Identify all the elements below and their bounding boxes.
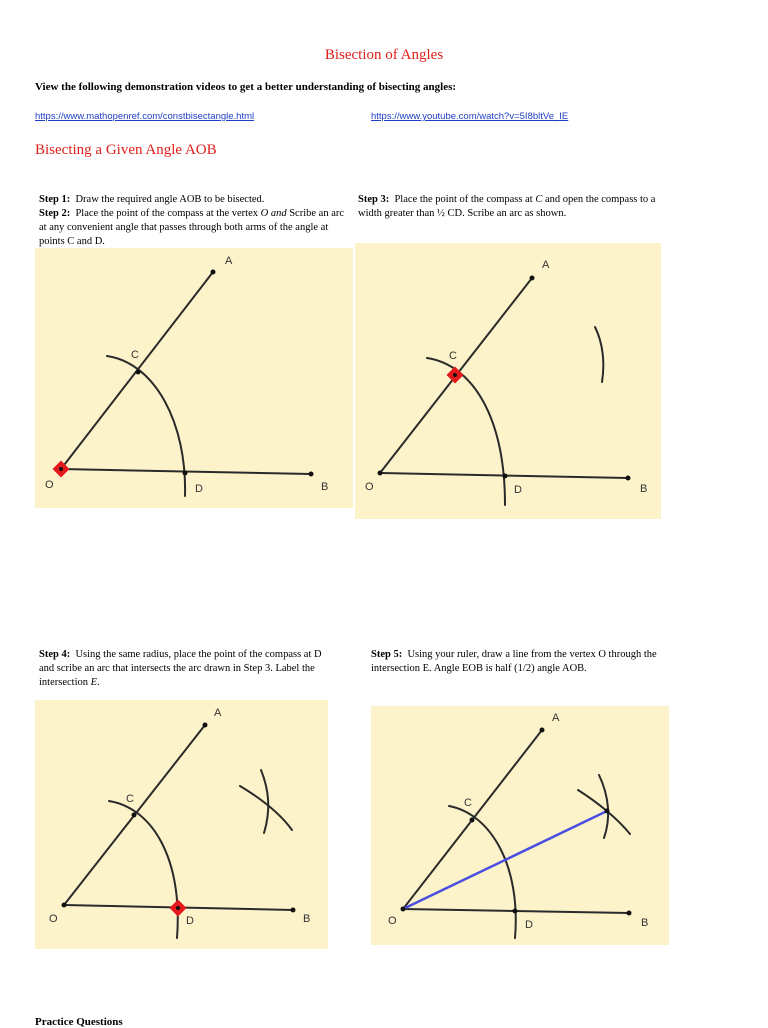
figure-step-1-2 (35, 248, 353, 508)
step-1-2-text (39, 193, 351, 249)
label-d: D (195, 483, 203, 495)
step-4: Step 4: Using the same radius, place the point of the compass at D and scribe an arc that intersects the arc drawn in Step 3. Label the intersection E. (39, 649, 322, 688)
figure-step-5 (371, 706, 669, 945)
arc-cd (109, 801, 178, 938)
label-o: O (49, 913, 58, 925)
figure-step-3 (355, 243, 661, 519)
label-b: B (641, 917, 649, 929)
page-title: Bisection of Angles (324, 47, 444, 63)
section-heading: Bisecting a Given Angle AOB (35, 142, 217, 158)
label-d: D (186, 915, 194, 927)
label-a: A (552, 712, 560, 724)
label-b: B (321, 481, 329, 493)
label-b: B (640, 483, 648, 495)
bisector-oe (403, 811, 607, 909)
label-d: D (525, 919, 533, 931)
label-a: A (225, 255, 233, 267)
arc-cd (107, 356, 185, 496)
label-c: C (131, 349, 139, 361)
label-o: O (388, 915, 397, 927)
label-c: C (449, 350, 457, 362)
label-c: C (464, 797, 472, 809)
link-youtube[interactable]: https://www.youtube.com/watch?v=5I8bltVe_IE (371, 111, 569, 122)
label-d: D (514, 484, 522, 496)
step-1: Step 1: Draw the required angle AOB to be bisected. (39, 194, 265, 205)
link-mathopenref[interactable]: https://www.mathopenref.com/constbisectangle.html (35, 111, 255, 122)
label-c: C (126, 793, 134, 805)
label-o: O (45, 479, 54, 491)
label-b: B (303, 913, 311, 925)
intro-text: View the following demonstration videos to get a better understanding of bisecting angles: (35, 81, 457, 93)
label-a: A (542, 259, 550, 271)
label-a: A (214, 707, 222, 719)
arc-from-c (595, 327, 603, 382)
step-3: Step 3: Place the point of the compass at C and open the compass to a width greater than ½ CD. Scribe an arc as shown. (358, 194, 656, 219)
step-5: Step 5: Using your ruler, draw a line from the vertex O through the intersection E. Angle EOB is half (1/2) angle AOB. (371, 649, 657, 674)
arc-cd (427, 358, 505, 505)
figure-step-4 (35, 700, 328, 949)
step-2: Step 2: Place the point of the compass at the vertex O and Scribe an arc at any convenient angle that passes through both arms of the angle at points C and D. (39, 208, 345, 247)
practice-questions-heading: Practice Questions (35, 1016, 123, 1028)
label-o: O (365, 481, 374, 493)
